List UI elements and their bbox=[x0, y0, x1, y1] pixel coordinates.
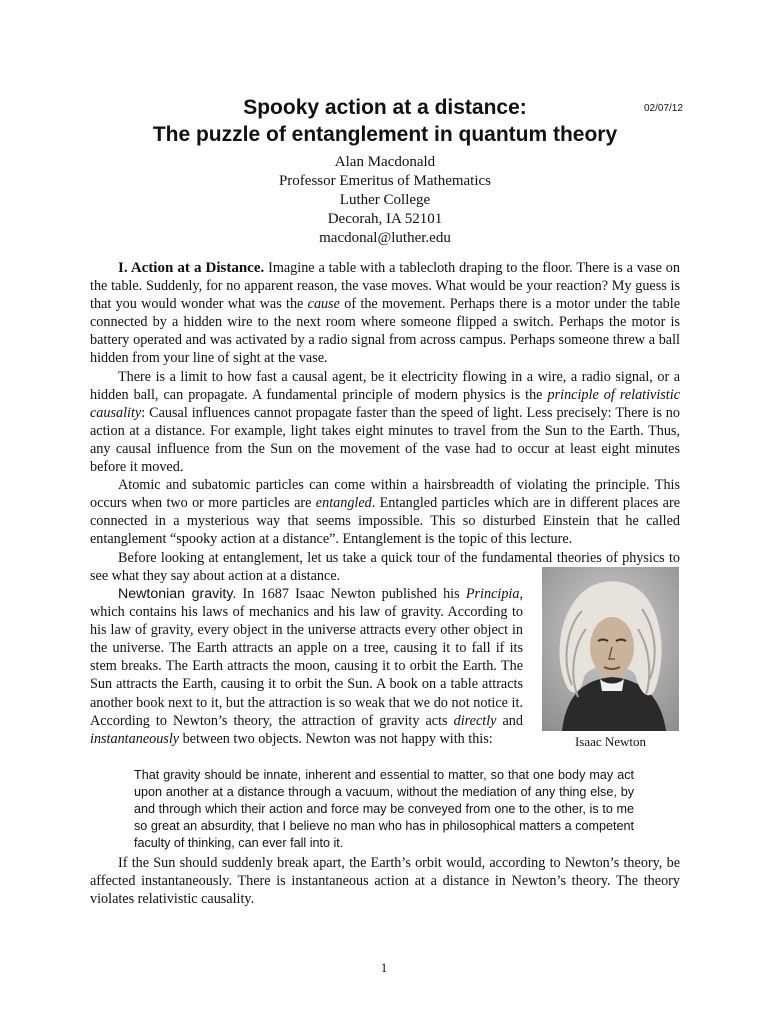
paragraph-3: Atomic and subatomic particles can come within a hairsbreadth of violating the principle. This occurs when two or more particles are entangled. Entangled particles which are in different places are connected in a mysterious way that seems impossible. This so disturbed Einstein that he called entanglement “spooky action at a distance”. Entanglement is the topic of this lecture. bbox=[90, 477, 680, 548]
document-date: 02/07/12 bbox=[644, 103, 683, 114]
author-name: Alan Macdonald bbox=[334, 154, 436, 170]
author-email: macdonal@luther.edu bbox=[319, 230, 451, 246]
newton-portrait-image bbox=[542, 567, 679, 731]
closing-paragraph: If the Sun should suddenly break apart, the Earth’s orbit would, according to Newton’s theory, be affected instantaneously. There is instantaneous action at a distance in Newton’s theory. The theory violates relativistic causality. bbox=[90, 855, 680, 908]
subsection-heading: Newtonian gravity. bbox=[118, 586, 237, 602]
paragraph-4: Before looking at entanglement, let us take a quick tour of the fundamental theories of physics to see what they say about action at a distance. bbox=[90, 549, 680, 584]
figure-caption: Isaac Newton bbox=[574, 734, 647, 749]
document-title bbox=[90, 94, 680, 148]
newton-quote bbox=[134, 767, 634, 852]
newton-paragraph: Newtonian gravity. In 1687 Isaac Newton published his Principia, which contains his laws of mechanics and his law of gravity. According to his law of gravity, every object in the universe attracts every other object in the universe. The Earth attracts an apple on a tree, causing it to fall if its stem breaks. The Earth attracts the moon, causing it to orbit the Earth. The Sun attracts the Earth, causing it to orbit the Sun. A book on a table attracts another book next to it, but the attraction is so weak that we do not notice it. According to Newton’s theory, the attraction of gravity acts directly and instantaneously between two objects. Newton was not happy with this: bbox=[90, 586, 523, 747]
newton-section bbox=[90, 585, 523, 748]
paragraph-2: There is a limit to how fast a causal agent, be it electricity flowing in a wire, a radio signal, or a hidden ball, can propagate. A fundamental principle of modern physics is the principle of relativistic causality: Causal influences cannot propagate faster than the speed of light. Less precisely: There is no action at a distance. For example, light takes eight minutes to travel from the Sun to the Earth. Thus, any causal influence from the Sun on the movement of the vase had to occur at least eight minutes before it moved. bbox=[90, 368, 680, 476]
author-location: Decorah, IA 52101 bbox=[327, 211, 443, 227]
section-heading: I. Action at a Distance. bbox=[118, 260, 265, 276]
author-position: Professor Emeritus of Mathematics bbox=[278, 173, 492, 189]
section-1-body bbox=[90, 259, 680, 585]
author-institution: Luther College bbox=[339, 192, 431, 208]
page-number: 1 bbox=[380, 960, 388, 975]
title-line-1: Spooky action at a distance: bbox=[243, 96, 527, 119]
title-line-2: The puzzle of entanglement in quantum theory bbox=[152, 123, 618, 146]
closing-section bbox=[90, 854, 680, 908]
quote-text: That gravity should be innate, inherent and essential to matter, so that one body may act upon another at a distance through a vacuum, without the mediation of any thing else, by and through which their action and force may be conveyed from one to the other, is to me so great an absurdity, that I believe no man who has in philosophical matters a competent faculty of thinking, can ever fall into it. bbox=[134, 768, 634, 850]
newton-figure bbox=[542, 567, 679, 750]
paragraph-1: I. Action at a Distance. Imagine a table with a tablecloth draping to the floor. There is a vase on the table. Suddenly, for no apparent reason, the vase moves. What would be your reaction? My guess is that you would wonder what was the cause of the movement. Perhaps there is a motor under the table connected by a hidden wire to the next room where someone flipped a switch. Perhaps the motor is battery operated and was activated by a radio signal from across campus. Perhaps someone threw a ball hidden from your line of sight at the vase. bbox=[90, 260, 680, 367]
author-block bbox=[90, 153, 680, 248]
